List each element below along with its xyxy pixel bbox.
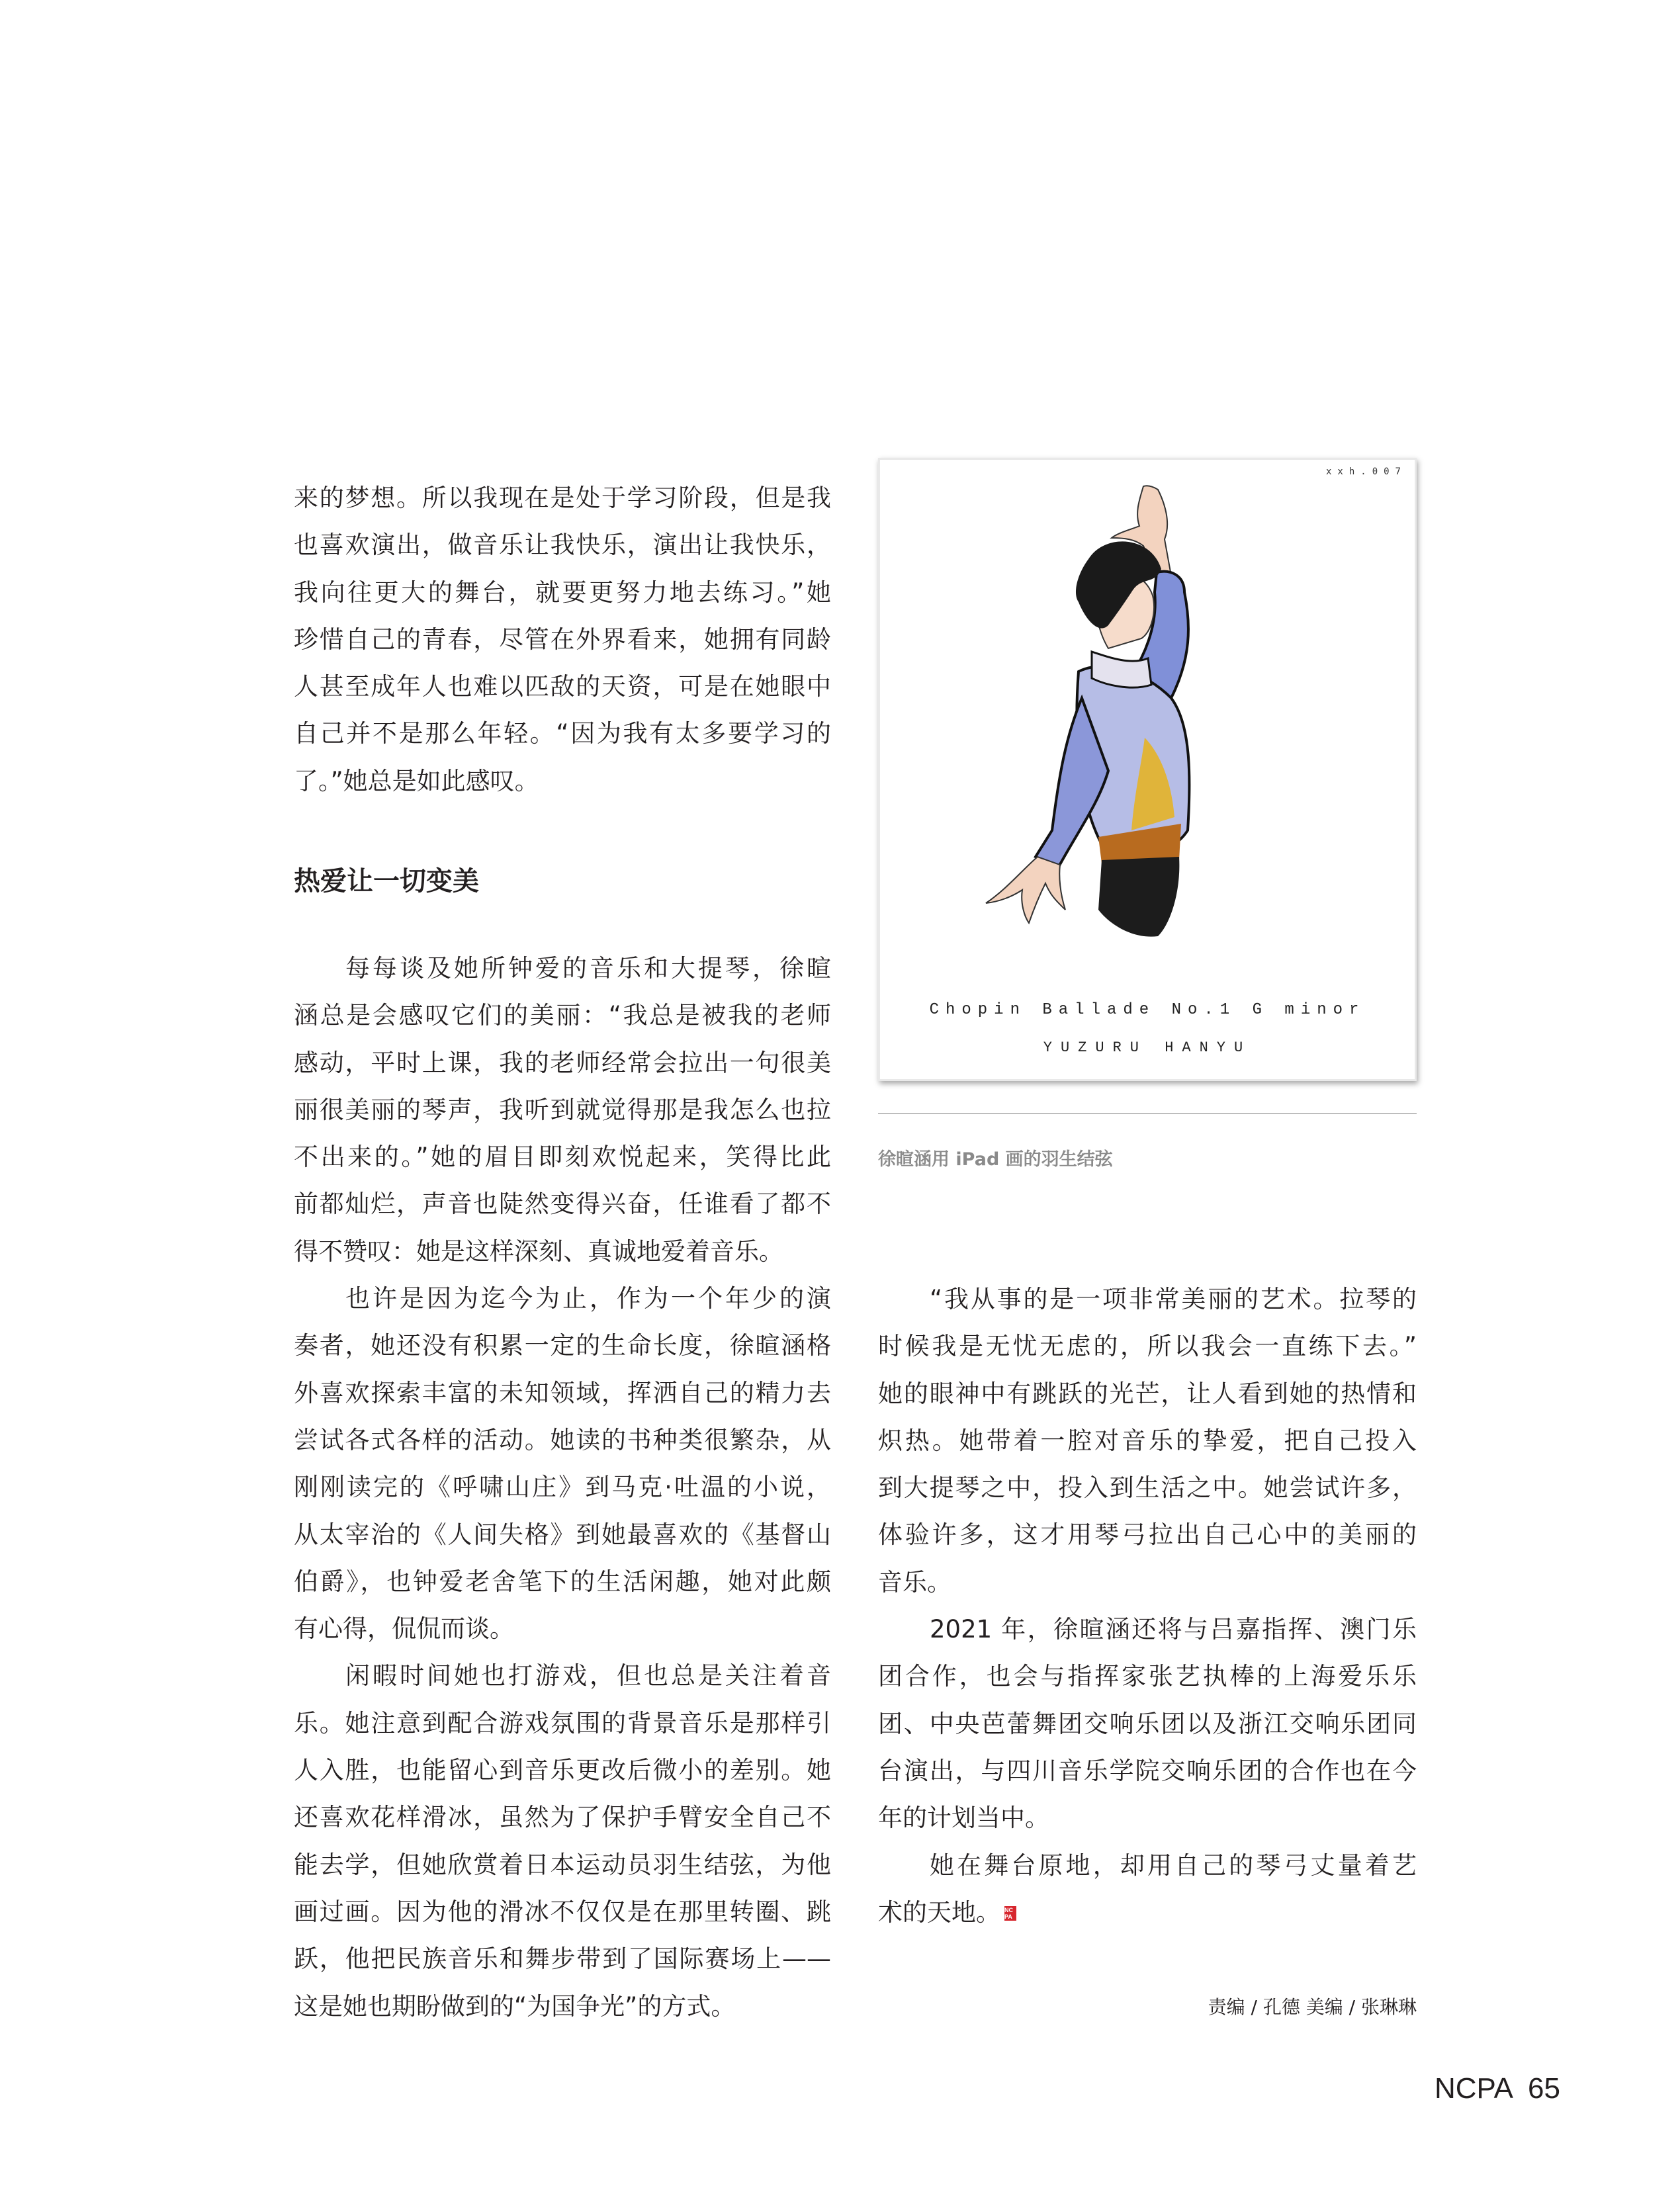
text-line xyxy=(294,1464,831,1510)
line-text: 不出来的。”她的眉目即刻欢悦起来，笑得比此 xyxy=(294,1143,831,1172)
line-text: 到大提琴之中，投入到生活之中。她尝试许多， xyxy=(878,1473,1417,1503)
line-text: 体验许多，这才用琴弓拉出自己心中的美丽的 xyxy=(878,1520,1417,1550)
line-text: 跃，他把民族音乐和舞步带到了国际赛场上—— xyxy=(294,1945,831,1974)
text-line xyxy=(878,1276,1417,1323)
section-heading: 热爱让一切变美 xyxy=(294,866,479,897)
line-text: 有心得，侃侃而谈。 xyxy=(294,1614,514,1643)
illustration-title: Chopin Ballade No.1 G minor xyxy=(929,1001,1366,1019)
text-line xyxy=(294,1983,831,2030)
text-line xyxy=(294,1794,831,1841)
text-line xyxy=(878,1700,1417,1747)
line-text: 还喜欢花样滑冰，虽然为了保护手臂安全自己不 xyxy=(294,1803,831,1832)
line-text: 感动，平时上课，我的老师经常会拉出一句很美 xyxy=(294,1048,831,1077)
text-line xyxy=(294,1935,831,1982)
text-line xyxy=(294,1652,831,1699)
text-line xyxy=(294,1558,831,1605)
text-line xyxy=(294,474,831,521)
line-text: 自己并不是那么年轻。“因为我有太多要学习的 xyxy=(294,719,831,748)
text-line xyxy=(294,1841,831,1888)
text-line xyxy=(878,1559,1417,1606)
text-line xyxy=(294,1888,831,1935)
ncpa-end-mark-icon: NC PA xyxy=(1004,1906,1016,1921)
text-line xyxy=(294,1086,831,1133)
right-column xyxy=(878,1276,1417,1936)
illustration-figure xyxy=(878,458,1417,1081)
line-text: 了。”她总是如此感叹。 xyxy=(294,766,539,795)
left-column-top xyxy=(294,474,831,805)
line-text: 丽很美丽的琴声，我听到就觉得那是我怎么也拉 xyxy=(294,1095,831,1124)
line-text: 也许是因为迄今为止，作为一个年少的演 xyxy=(345,1284,831,1313)
text-line xyxy=(878,1653,1417,1700)
text-line xyxy=(294,1605,831,1652)
text-line xyxy=(294,1747,831,1794)
line-text: 涵总是会感叹它们的美丽：“我总是被我的老师 xyxy=(294,1001,831,1030)
text-line xyxy=(878,1323,1417,1370)
line-text: 珍惜自己的青春，尽管在外界看来，她拥有同龄 xyxy=(294,625,831,654)
text-line xyxy=(294,1417,831,1464)
skater-illustration xyxy=(880,460,1415,989)
text-line xyxy=(878,1606,1417,1653)
magazine-name: NCPA xyxy=(1435,2072,1513,2105)
text-line xyxy=(294,1228,831,1275)
line-text: 炽热。她带着一腔对音乐的挚爱，把自己投入 xyxy=(878,1426,1417,1455)
line-text: 人入胜，也能留心到音乐更改后微小的差别。她 xyxy=(294,1756,831,1785)
figure-caption: 徐暄涵用 iPad 画的羽生结弦 xyxy=(878,1149,1113,1170)
page-number: 65 xyxy=(1527,2072,1560,2105)
text-line xyxy=(294,1039,831,1086)
text-line xyxy=(878,1889,1417,1936)
left-column-bottom xyxy=(294,945,831,2030)
caption-divider xyxy=(878,1113,1417,1114)
editor-credits: 责编 / 孔德 美编 / 张琳琳 xyxy=(1208,1996,1417,2018)
line-text: 人甚至成年人也难以匹敌的天资，可是在她眼中 xyxy=(294,672,831,701)
line-text: 外喜欢探索丰富的未知领域，挥洒自己的精力去 xyxy=(294,1378,831,1407)
line-text: 也喜欢演出，做音乐让我快乐，演出让我快乐， xyxy=(294,531,831,560)
text-line xyxy=(878,1417,1417,1464)
text-line xyxy=(294,1370,831,1417)
line-text: 得不赞叹：她是这样深刻、真诚地爱着音乐。 xyxy=(294,1237,783,1266)
text-line xyxy=(294,1511,831,1558)
line-text: 时候我是无忧无虑的，所以我会一直练下去。” xyxy=(878,1332,1417,1361)
text-line xyxy=(878,1370,1417,1417)
text-line xyxy=(294,1275,831,1322)
line-text: 奏者，她还没有积累一定的生命长度，徐暄涵格 xyxy=(294,1331,831,1360)
line-text: 从太宰治的《人间失格》到她最喜欢的《基督山 xyxy=(294,1520,831,1549)
line-text: 画过画。因为他的滑冰不仅仅是在那里转圈、跳 xyxy=(294,1897,831,1926)
line-text: 刚刚读完的《呼啸山庄》到马克·吐温的小说， xyxy=(294,1473,831,1502)
text-line xyxy=(294,1180,831,1227)
line-text: 尝试各式各样的活动。她读的书种类很繁杂，从 xyxy=(294,1425,831,1454)
line-text: 术的天地。 xyxy=(878,1898,1000,1927)
text-line xyxy=(294,992,831,1039)
text-line xyxy=(878,1794,1417,1841)
text-line xyxy=(294,1322,831,1369)
line-text: 她的眼神中有跳跃的光芒，让人看到她的热情和 xyxy=(878,1379,1417,1408)
text-line xyxy=(294,1700,831,1747)
page-footer xyxy=(1435,2072,1560,2105)
line-text: 年的计划当中。 xyxy=(878,1804,1049,1833)
line-text: “我从事的是一项非常美丽的艺术。拉琴的 xyxy=(930,1285,1417,1313)
text-line xyxy=(878,1842,1417,1889)
text-line xyxy=(294,521,831,568)
illustration-code: xxh.007 xyxy=(1325,466,1407,477)
line-text: 乐。她注意到配合游戏氛围的背景音乐是那样引 xyxy=(294,1708,831,1737)
line-text: 台演出，与四川音乐学院交响乐团的合作也在今 xyxy=(878,1756,1417,1785)
line-text: 团合作，也会与指挥家张艺执棒的上海爱乐乐 xyxy=(878,1662,1417,1691)
text-line xyxy=(294,569,831,616)
line-text: 来的梦想。所以我现在是处于学习阶段，但是我 xyxy=(294,484,831,512)
text-line xyxy=(294,1133,831,1180)
line-text: 每每谈及她所钟爱的音乐和大提琴，徐暄 xyxy=(345,954,831,983)
line-text: 2021 年，徐暄涵还将与吕嘉指挥、澳门乐 xyxy=(930,1615,1417,1644)
text-line xyxy=(878,1511,1417,1558)
text-line xyxy=(294,945,831,992)
line-text: 伯爵》，也钟爱老舍笔下的生活闲趣，她对此颇 xyxy=(294,1567,831,1596)
text-line xyxy=(878,1464,1417,1511)
text-line xyxy=(878,1747,1417,1794)
line-text: 前都灿烂，声音也陡然变得兴奋，任谁看了都不 xyxy=(294,1190,831,1219)
line-text: 团、中央芭蕾舞团交响乐团以及浙江交响乐团同 xyxy=(878,1709,1417,1738)
line-text: 音乐。 xyxy=(878,1567,951,1597)
line-text: 这是她也期盼做到的“为国争光”的方式。 xyxy=(294,1991,736,2021)
text-line xyxy=(294,616,831,663)
line-text: 闲暇时间她也打游戏，但也总是关注着音 xyxy=(345,1661,831,1690)
line-text: 能去学，但她欣赏着日本运动员羽生结弦，为他 xyxy=(294,1850,831,1879)
text-line xyxy=(294,663,831,710)
line-text: 她在舞台原地，却用自己的琴弓丈量着艺 xyxy=(930,1851,1417,1880)
line-text: 我向往更大的舞台，就要更努力地去练习。”她 xyxy=(294,578,831,607)
text-line xyxy=(294,758,831,805)
text-line xyxy=(294,710,831,757)
illustration-subtitle: YUZURU HANYU xyxy=(1043,1039,1252,1056)
